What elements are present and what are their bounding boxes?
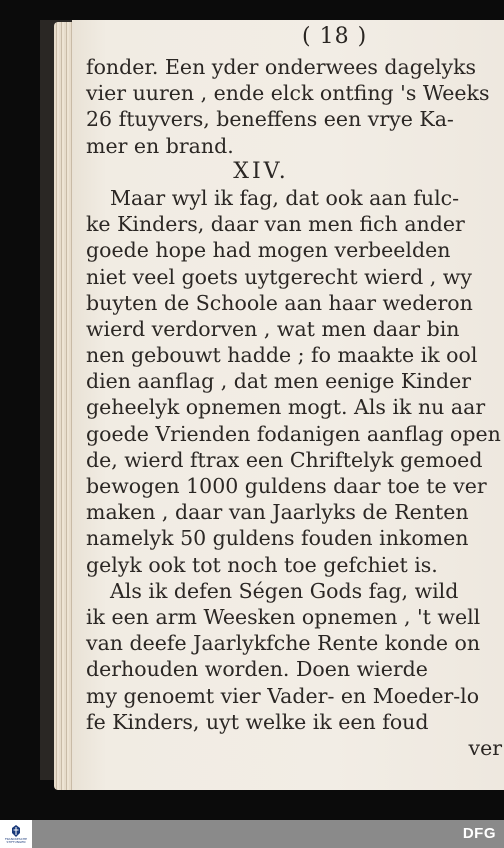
text-line: maken , daar van Jaarlyks de Renten bbox=[86, 500, 469, 525]
text-line: van deefe Jaarlykfche Rente konde on bbox=[86, 631, 481, 656]
page-number: ( 18 ) bbox=[302, 24, 368, 49]
text-line: derhouden worden. Doen wierde bbox=[86, 657, 428, 682]
text-line: Maar wyl ik fag, dat ook aan fulc- bbox=[110, 185, 460, 210]
section-heading: XIV. bbox=[233, 158, 289, 184]
text-line: Als ik defen Ségen Gods fag, wild bbox=[110, 578, 459, 603]
text-line: fe Kinders, uyt welke ik een foud bbox=[86, 709, 429, 734]
library-crest-icon bbox=[6, 824, 26, 838]
text-line: namelyk 50 guldens fouden inkomen bbox=[86, 526, 469, 551]
text-line: niet veel goets uytgerecht wierd , wy bbox=[86, 264, 472, 289]
text-line: wierd verdorven , wat men daar bin bbox=[86, 316, 460, 341]
text-line: ik een arm Weesken opnemen , 't well bbox=[86, 604, 481, 629]
text-line: mer en brand. bbox=[86, 133, 234, 158]
text-line: de, wierd ftrax een Chriftelyk gemoed bbox=[86, 447, 483, 472]
text-line: geheelyk opnemen mogt. Als ik nu aar bbox=[86, 395, 486, 420]
text-line: fonder. Een yder onderwees dagelyks bbox=[86, 55, 477, 79]
text-line: bewogen 1000 guldens daar toe te ver bbox=[86, 474, 487, 498]
text-line: ke Kinders, daar van men fich ander bbox=[86, 212, 465, 237]
text-line: gelyk ook tot noch toe gefchiet is. bbox=[86, 552, 438, 577]
text-line: 26 ftuyvers, beneffens een vrye Ka- bbox=[86, 107, 454, 132]
text-line: vier uuren , ende elck ontfing 's Weeks bbox=[86, 81, 490, 106]
dfg-logo[interactable]: DFG bbox=[462, 825, 496, 842]
text-line: nen gebouwt hadde ; fo maakte ik ool bbox=[86, 343, 478, 368]
text-line: dien aanflag , dat men eenige Kinder bbox=[86, 369, 472, 394]
catchword: ver bbox=[468, 735, 502, 760]
library-logo[interactable] bbox=[0, 820, 32, 848]
library-logo-text: FRANCKESCHE STIFTUNGEN bbox=[4, 837, 28, 845]
text-line: goede hope had mogen verbeelden bbox=[86, 238, 451, 263]
footer-bar bbox=[0, 820, 504, 848]
text-line: goede Vrienden fodanigen aanflag open bbox=[86, 421, 501, 446]
page-text bbox=[86, 54, 504, 761]
text-line: buyten de Schoole aan haar wederon bbox=[86, 290, 473, 315]
text-line: my genoemt vier Vader- en Moeder-lo bbox=[86, 683, 480, 708]
